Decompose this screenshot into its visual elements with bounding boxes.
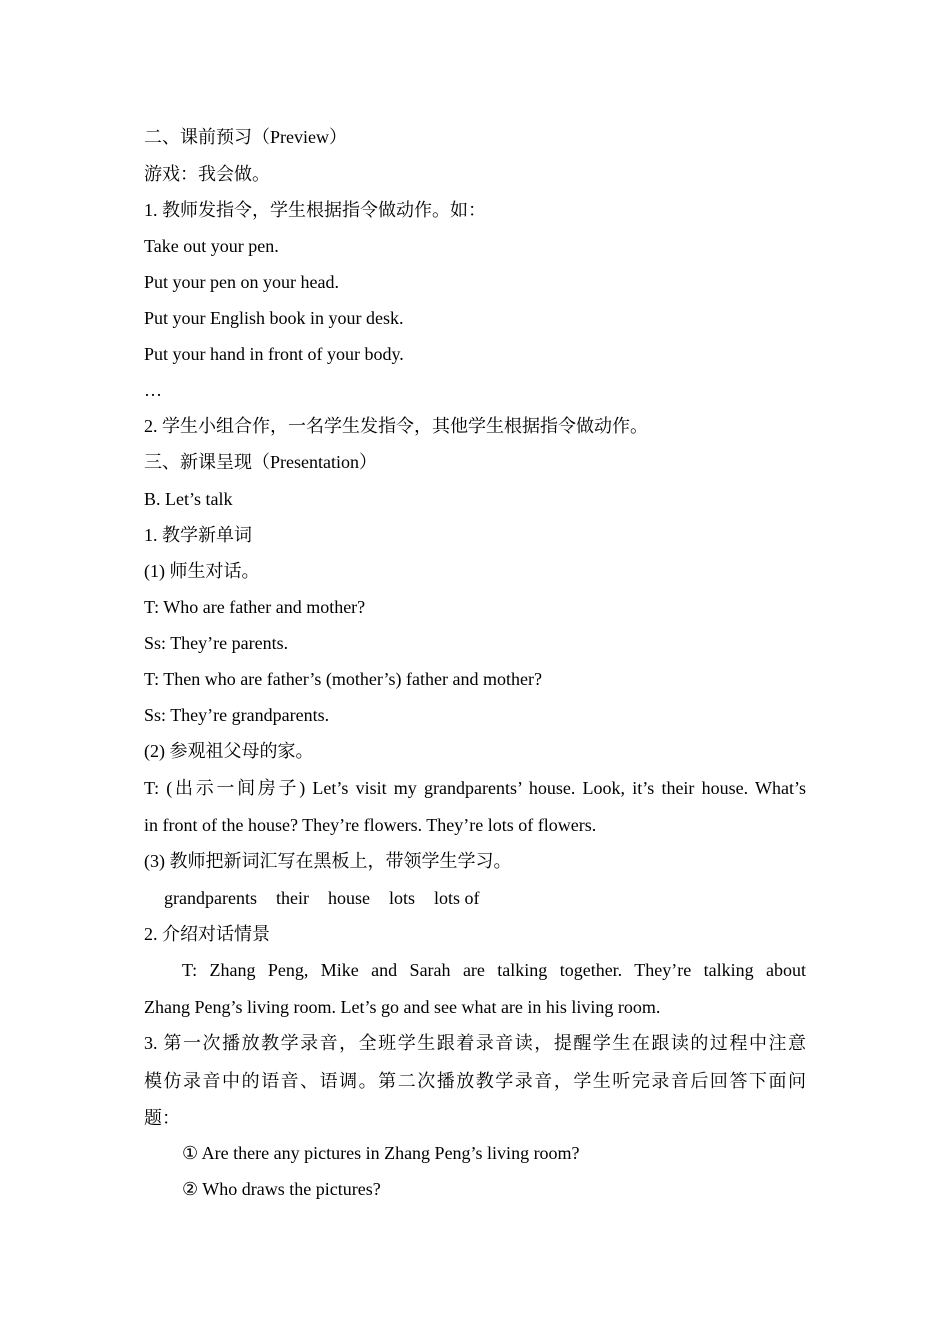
- paragraph-line: T: (出示一间房子) Let’s visit my grandparents’ house. Look, it’s their house. What’s: [144, 778, 806, 798]
- paragraph-line: 模仿录音中的语音、语调。第二次播放教学录音，学生听完录音后回答下面问: [144, 1071, 806, 1091]
- dialogue-line: Ss: They’re grandparents.: [144, 705, 330, 725]
- command-line: Put your hand in front of your body.: [144, 344, 404, 364]
- vocabulary-list: [164, 887, 806, 909]
- step-1-instruction: 1. 教师发指令，学生根据指令做动作。如：: [144, 200, 486, 220]
- game-title: 游戏：我会做。: [144, 164, 270, 184]
- section-heading-presentation: 三、新课呈现（Presentation）: [144, 452, 377, 472]
- question-item: ① Are there any pictures in Zhang Peng’s living room?: [182, 1143, 580, 1163]
- vocab-word: their: [275, 888, 309, 908]
- paragraph-line: 3. 第一次播放教学录音，全班学生跟着录音读，提醒学生在跟读的过程中注意: [144, 1033, 806, 1053]
- vocab-word: grandparents: [164, 888, 257, 908]
- dialogue-line: Ss: They’re parents.: [144, 633, 289, 653]
- dialogue-line: T: Then who are father’s (mother’s) father and mother?: [144, 669, 542, 689]
- command-line: Put your English book in your desk.: [144, 308, 404, 328]
- vocab-word: lots of: [433, 888, 480, 908]
- paragraph-line: 题：: [144, 1108, 180, 1128]
- vocab-word: house: [327, 888, 370, 908]
- section-heading-preview: 二、课前预习（Preview）: [144, 127, 347, 147]
- step-heading: 2. 介绍对话情景: [144, 924, 270, 944]
- vocab-word: lots: [388, 888, 415, 908]
- paragraph-line: T: Zhang Peng, Mike and Sarah are talking together. They’re talking about: [182, 960, 806, 980]
- step-2-instruction: 2. 学生小组合作，一名学生发指令，其他学生根据指令做动作。: [144, 416, 648, 436]
- substep-heading: (2) 参观祖父母的家。: [144, 741, 314, 761]
- substep-heading: (1) 师生对话。: [144, 561, 260, 581]
- command-line: Put your pen on your head.: [144, 272, 339, 292]
- ellipsis: …: [144, 380, 162, 400]
- question-item: ② Who draws the pictures?: [182, 1179, 381, 1199]
- subsection-heading: B. Let’s talk: [144, 489, 233, 509]
- dialogue-line: T: Who are father and mother?: [144, 597, 366, 617]
- substep-heading: (3) 教师把新词汇写在黑板上，带领学生学习。: [144, 851, 512, 871]
- step-heading: 1. 教学新单词: [144, 525, 252, 545]
- command-line: Take out your pen.: [144, 236, 279, 256]
- paragraph-line: in front of the house? They’re flowers. They’re lots of flowers.: [144, 815, 597, 835]
- paragraph-line: Zhang Peng’s living room. Let’s go and see what are in his living room.: [144, 997, 661, 1017]
